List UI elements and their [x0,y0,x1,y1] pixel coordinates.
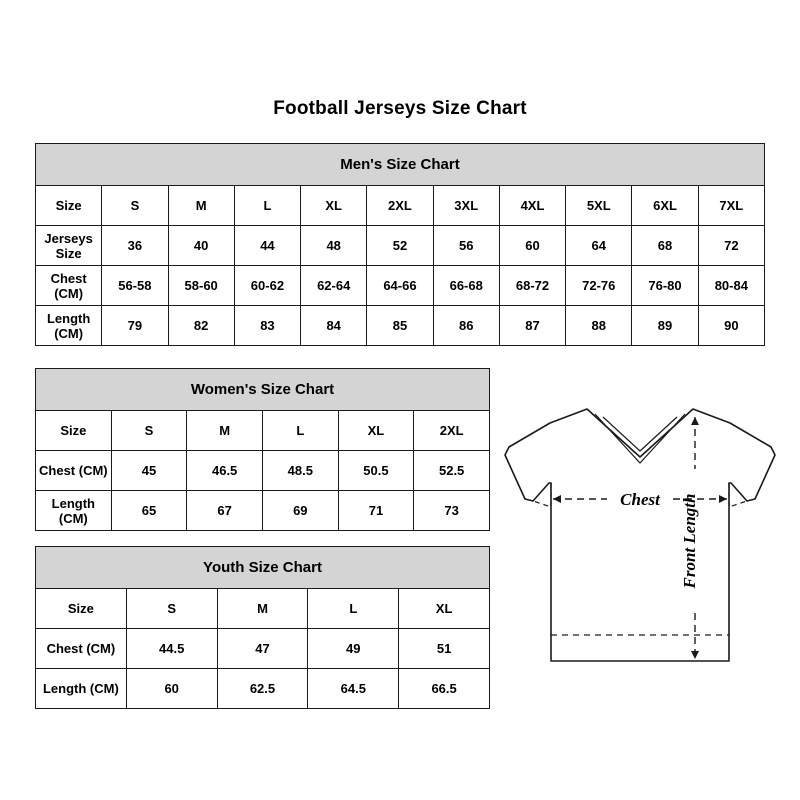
row-label: Chest (CM) [36,451,112,491]
cell: 60 [126,669,217,709]
womens-size-chart-table [35,368,490,531]
cell: 47 [217,629,308,669]
page-title: Football Jerseys Size Chart [273,98,527,119]
row-label: Length (CM) [36,669,127,709]
row-label: Length (CM) [36,491,112,531]
cell: 90 [698,306,764,346]
table-header-row [36,144,765,186]
cell: 51 [399,629,490,669]
cell: L [262,411,338,451]
cell: M [187,411,263,451]
youth-size-chart-table [35,546,490,709]
mens-table-header: Men's Size Chart [36,144,765,186]
cell: 62.5 [217,669,308,709]
cell: 68 [632,226,698,266]
table-header-row [36,369,490,411]
cell: 66-68 [433,266,499,306]
length-arrow-bottom [691,651,699,659]
cell: 36 [102,226,168,266]
cell: 3XL [433,186,499,226]
front-length-label: Front Length [680,493,699,589]
cell: 69 [262,491,338,531]
cell: 65 [111,491,187,531]
cell: 73 [414,491,490,531]
cell: 62-64 [301,266,367,306]
table-row [36,669,490,709]
chest-arrow-left [553,495,561,503]
cell: 7XL [698,186,764,226]
cell: 71 [338,491,414,531]
chest-label: Chest [620,490,660,509]
table-header-row [36,547,490,589]
row-label: Jerseys Size [36,226,102,266]
right-sleeve-seam [729,483,747,507]
cell: 40 [168,226,234,266]
cell: 72 [698,226,764,266]
cell: S [126,589,217,629]
cell: 44.5 [126,629,217,669]
cell: 58-60 [168,266,234,306]
cell: L [234,186,300,226]
row-label: Length (CM) [36,306,102,346]
shirt-outline [505,409,775,661]
cell: 2XL [414,411,490,451]
row-label: Chest (CM) [36,629,127,669]
cell: 56 [433,226,499,266]
cell: L [308,589,399,629]
cell: XL [301,186,367,226]
row-label: Size [36,186,102,226]
youth-table-header: Youth Size Chart [36,547,490,589]
cell: 87 [499,306,565,346]
cell: 49 [308,629,399,669]
cell: 44 [234,226,300,266]
womens-table-header: Women's Size Chart [36,369,490,411]
cell: 48.5 [262,451,338,491]
table-row [36,226,765,266]
cell: 86 [433,306,499,346]
left-sleeve-seam [533,483,551,507]
cell: 84 [301,306,367,346]
mens-size-chart-table [35,143,765,346]
cell: S [102,186,168,226]
cell: M [168,186,234,226]
cell: 48 [301,226,367,266]
cell: 56-58 [102,266,168,306]
cell: 50.5 [338,451,414,491]
cell: S [111,411,187,451]
cell: 64-66 [367,266,433,306]
table-row [36,491,490,531]
jersey-measurement-diagram [495,395,785,695]
row-label: Chest (CM) [36,266,102,306]
cell: 67 [187,491,263,531]
table-row [36,306,765,346]
cell: 52 [367,226,433,266]
cell: 88 [566,306,632,346]
table-row [36,186,765,226]
cell: 83 [234,306,300,346]
row-label: Size [36,411,112,451]
cell: 64.5 [308,669,399,709]
chest-arrow-right [719,495,727,503]
cell: 68-72 [499,266,565,306]
cell: 72-76 [566,266,632,306]
cell: 60-62 [234,266,300,306]
cell: 52.5 [414,451,490,491]
table-row [36,629,490,669]
cell: 46.5 [187,451,263,491]
cell: 5XL [566,186,632,226]
cell: XL [399,589,490,629]
cell: 85 [367,306,433,346]
row-label: Size [36,589,127,629]
cell: 45 [111,451,187,491]
cell: 6XL [632,186,698,226]
table-row [36,411,490,451]
table-row [36,451,490,491]
cell: XL [338,411,414,451]
cell: 80-84 [698,266,764,306]
cell: 64 [566,226,632,266]
cell: M [217,589,308,629]
table-row [36,266,765,306]
cell: 89 [632,306,698,346]
cell: 79 [102,306,168,346]
cell: 66.5 [399,669,490,709]
cell: 76-80 [632,266,698,306]
cell: 2XL [367,186,433,226]
length-arrow-top [691,417,699,425]
cell: 4XL [499,186,565,226]
table-row [36,589,490,629]
cell: 82 [168,306,234,346]
cell: 60 [499,226,565,266]
